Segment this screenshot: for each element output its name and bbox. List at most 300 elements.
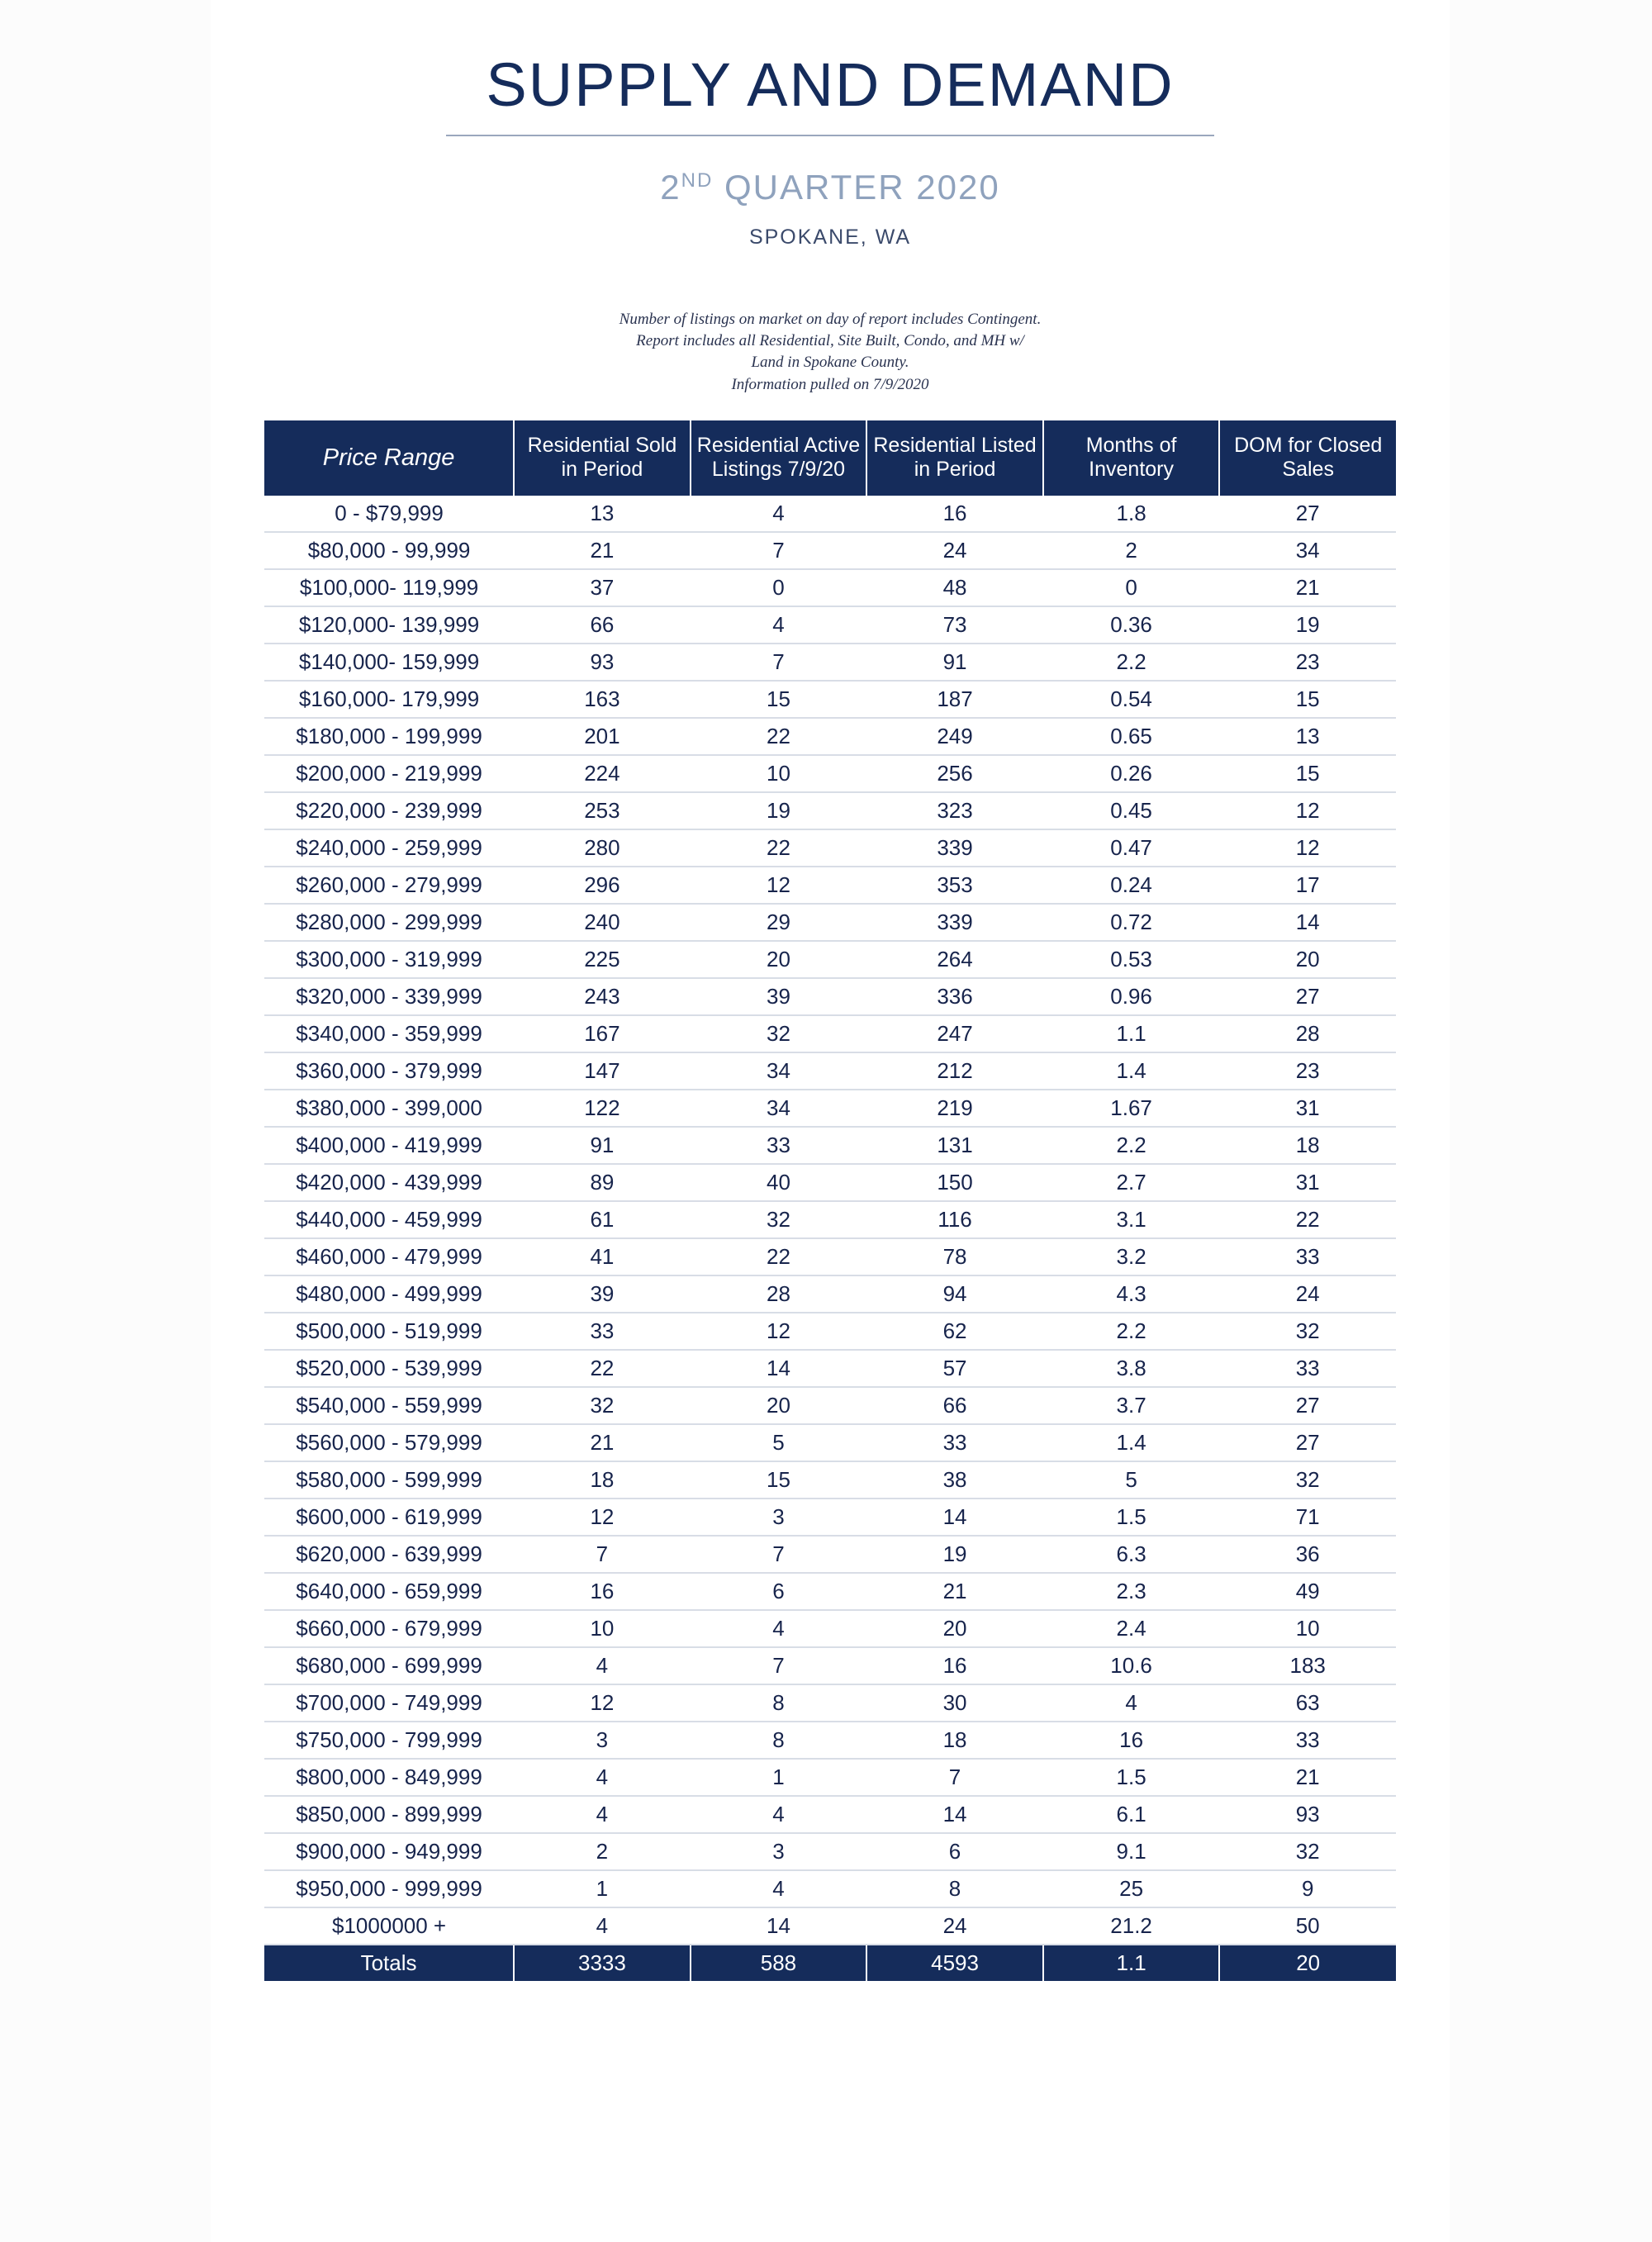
cell-value: 27	[1219, 1424, 1396, 1461]
table-row	[264, 1499, 1396, 1536]
cell-value: 21.2	[1043, 1907, 1220, 1945]
cell-price-range: $300,000 - 319,999	[264, 941, 514, 978]
cell-value: 323	[866, 792, 1043, 829]
supply-demand-table	[264, 420, 1396, 1981]
cell-value: 66	[866, 1387, 1043, 1424]
table-row	[264, 1684, 1396, 1722]
cell-price-range: $320,000 - 339,999	[264, 978, 514, 1015]
cell-value: 12	[691, 1313, 867, 1350]
cell-value: 6.1	[1043, 1796, 1220, 1833]
cell-price-range: $520,000 - 539,999	[264, 1350, 514, 1387]
cell-value: 8	[866, 1870, 1043, 1907]
table-row	[264, 1759, 1396, 1796]
cell-value: 1.67	[1043, 1090, 1220, 1127]
cell-value: 2.3	[1043, 1573, 1220, 1610]
cell-value: 18	[514, 1461, 691, 1499]
cell-value: 12	[691, 867, 867, 904]
cell-value: 21	[1219, 1759, 1396, 1796]
table-row	[264, 532, 1396, 569]
cell-value: 32	[514, 1387, 691, 1424]
cell-value: 4	[691, 1870, 867, 1907]
cell-value: 10.6	[1043, 1647, 1220, 1684]
table-row	[264, 1090, 1396, 1127]
column-header-months-of-inventory: Months of Inventory	[1043, 420, 1220, 496]
cell-price-range: $950,000 - 999,999	[264, 1870, 514, 1907]
cell-value: 0.26	[1043, 755, 1220, 792]
cell-price-range: $400,000 - 419,999	[264, 1127, 514, 1164]
cell-value: 18	[866, 1722, 1043, 1759]
cell-value: 7	[691, 532, 867, 569]
cell-value: 9.1	[1043, 1833, 1220, 1870]
cell-value: 7	[866, 1759, 1043, 1796]
cell-price-range: $750,000 - 799,999	[264, 1722, 514, 1759]
cell-value: 167	[514, 1015, 691, 1052]
cell-value: 78	[866, 1238, 1043, 1275]
table-row	[264, 1796, 1396, 1833]
cell-value: 0.45	[1043, 792, 1220, 829]
cell-value: 12	[1219, 829, 1396, 867]
cell-value: 37	[514, 569, 691, 606]
cell-value: 339	[866, 904, 1043, 941]
cell-price-range: $680,000 - 699,999	[264, 1647, 514, 1684]
cell-value: 27	[1219, 1387, 1396, 1424]
cell-value: 23	[1219, 644, 1396, 681]
cell-value: 4	[691, 496, 867, 532]
cell-value: 34	[1219, 532, 1396, 569]
cell-value: 8	[691, 1684, 867, 1722]
cell-value: 22	[1219, 1201, 1396, 1238]
cell-value: 131	[866, 1127, 1043, 1164]
cell-value: 31	[1219, 1090, 1396, 1127]
cell-price-range: $120,000- 139,999	[264, 606, 514, 644]
cell-value: 34	[691, 1052, 867, 1090]
cell-price-range: $280,000 - 299,999	[264, 904, 514, 941]
cell-price-range: $800,000 - 849,999	[264, 1759, 514, 1796]
cell-value: 27	[1219, 496, 1396, 532]
cell-value: 48	[866, 569, 1043, 606]
cell-value: 1.8	[1043, 496, 1220, 532]
table-header-row	[264, 420, 1396, 496]
cell-value: 24	[866, 532, 1043, 569]
cell-value: 19	[1219, 606, 1396, 644]
table-row	[264, 1461, 1396, 1499]
cell-value: 150	[866, 1164, 1043, 1201]
column-header-active-listings: Residential Active Listings 7/9/20	[691, 420, 867, 496]
table-row	[264, 718, 1396, 755]
table-row	[264, 829, 1396, 867]
table-row	[264, 1647, 1396, 1684]
cell-value: 296	[514, 867, 691, 904]
cell-value: 0	[1043, 569, 1220, 606]
cell-value: 0.53	[1043, 941, 1220, 978]
cell-price-range: $600,000 - 619,999	[264, 1499, 514, 1536]
cell-value: 253	[514, 792, 691, 829]
cell-value: 183	[1219, 1647, 1396, 1684]
table-row	[264, 644, 1396, 681]
cell-value: 1.5	[1043, 1759, 1220, 1796]
cell-value: 17	[1219, 867, 1396, 904]
table-row	[264, 1164, 1396, 1201]
cell-value: 3.1	[1043, 1201, 1220, 1238]
cell-totals-value: 588	[691, 1945, 867, 1981]
report-notes	[541, 309, 1119, 396]
table-row	[264, 1536, 1396, 1573]
cell-value: 336	[866, 978, 1043, 1015]
column-header-price-range: Price Range	[264, 420, 514, 496]
cell-value: 62	[866, 1313, 1043, 1350]
cell-value: 2.4	[1043, 1610, 1220, 1647]
note-line-3: Land in Spokane County.	[751, 354, 909, 372]
cell-value: 3	[691, 1499, 867, 1536]
cell-value: 33	[514, 1313, 691, 1350]
cell-value: 36	[1219, 1536, 1396, 1573]
column-header-listed-in-period: Residential Listed in Period	[866, 420, 1043, 496]
table-row	[264, 941, 1396, 978]
cell-price-range: $540,000 - 559,999	[264, 1387, 514, 1424]
page-title: SUPPLY AND DEMAND	[486, 50, 1175, 119]
table-row	[264, 1127, 1396, 1164]
cell-price-range: $850,000 - 899,999	[264, 1796, 514, 1833]
table-row	[264, 496, 1396, 532]
cell-value: 12	[514, 1499, 691, 1536]
cell-value: 10	[1219, 1610, 1396, 1647]
table-row	[264, 1833, 1396, 1870]
table-row	[264, 1424, 1396, 1461]
cell-value: 24	[1219, 1275, 1396, 1313]
cell-value: 15	[691, 1461, 867, 1499]
cell-value: 20	[866, 1610, 1043, 1647]
cell-value: 2.2	[1043, 644, 1220, 681]
table-row	[264, 1610, 1396, 1647]
cell-value: 22	[691, 1238, 867, 1275]
cell-value: 4	[691, 1610, 867, 1647]
cell-value: 4	[691, 1796, 867, 1833]
cell-value: 91	[866, 644, 1043, 681]
cell-price-range: 0 - $79,999	[264, 496, 514, 532]
table-totals-row	[264, 1945, 1396, 1981]
cell-price-range: $260,000 - 279,999	[264, 867, 514, 904]
cell-value: 15	[1219, 755, 1396, 792]
cell-value: 49	[1219, 1573, 1396, 1610]
table-row	[264, 606, 1396, 644]
cell-value: 12	[1219, 792, 1396, 829]
cell-price-range: $660,000 - 679,999	[264, 1610, 514, 1647]
cell-value: 33	[1219, 1722, 1396, 1759]
cell-value: 3	[514, 1722, 691, 1759]
quarter-year: QUARTER 2020	[713, 168, 1000, 207]
cell-value: 225	[514, 941, 691, 978]
cell-price-range: $580,000 - 599,999	[264, 1461, 514, 1499]
cell-value: 33	[866, 1424, 1043, 1461]
cell-price-range: $560,000 - 579,999	[264, 1424, 514, 1461]
cell-price-range: $140,000- 159,999	[264, 644, 514, 681]
cell-value: 13	[1219, 718, 1396, 755]
cell-value: 6	[691, 1573, 867, 1610]
note-line-4: Information pulled on 7/9/2020	[731, 375, 929, 393]
cell-price-range: $220,000 - 239,999	[264, 792, 514, 829]
cell-value: 4	[514, 1759, 691, 1796]
cell-price-range: $160,000- 179,999	[264, 681, 514, 718]
cell-value: 247	[866, 1015, 1043, 1052]
cell-value: 116	[866, 1201, 1043, 1238]
table-row	[264, 978, 1396, 1015]
cell-value: 25	[1043, 1870, 1220, 1907]
cell-price-range: $360,000 - 379,999	[264, 1052, 514, 1090]
cell-value: 20	[691, 941, 867, 978]
cell-value: 15	[691, 681, 867, 718]
cell-value: 0.36	[1043, 606, 1220, 644]
cell-value: 23	[1219, 1052, 1396, 1090]
cell-value: 22	[514, 1350, 691, 1387]
cell-value: 4	[1043, 1684, 1220, 1722]
quarter-subtitle	[211, 168, 1450, 207]
cell-value: 1	[514, 1870, 691, 1907]
cell-value: 61	[514, 1201, 691, 1238]
cell-value: 4	[514, 1647, 691, 1684]
cell-value: 13	[514, 496, 691, 532]
table-row	[264, 1313, 1396, 1350]
cell-value: 57	[866, 1350, 1043, 1387]
cell-value: 19	[866, 1536, 1043, 1573]
table-row	[264, 1238, 1396, 1275]
table-header	[264, 420, 1396, 496]
cell-value: 20	[1219, 941, 1396, 978]
quarter-ordinal: ND	[681, 169, 714, 192]
cell-price-range: $420,000 - 439,999	[264, 1164, 514, 1201]
cell-value: 16	[866, 496, 1043, 532]
cell-value: 122	[514, 1090, 691, 1127]
cell-value: 10	[514, 1610, 691, 1647]
cell-value: 20	[691, 1387, 867, 1424]
cell-price-range: $200,000 - 219,999	[264, 755, 514, 792]
cell-price-range: $500,000 - 519,999	[264, 1313, 514, 1350]
cell-value: 10	[691, 755, 867, 792]
cell-value: 16	[514, 1573, 691, 1610]
table-row	[264, 867, 1396, 904]
cell-value: 14	[691, 1907, 867, 1945]
column-header-sold-in-period: Residential Sold in Period	[514, 420, 691, 496]
cell-value: 3.7	[1043, 1387, 1220, 1424]
cell-price-range: $480,000 - 499,999	[264, 1275, 514, 1313]
cell-price-range: $900,000 - 949,999	[264, 1833, 514, 1870]
cell-value: 66	[514, 606, 691, 644]
cell-value: 33	[1219, 1350, 1396, 1387]
cell-value: 21	[1219, 569, 1396, 606]
cell-value: 32	[1219, 1833, 1396, 1870]
table-row	[264, 1870, 1396, 1907]
cell-value: 93	[1219, 1796, 1396, 1833]
cell-value: 38	[866, 1461, 1043, 1499]
note-line-2: Report includes all Residential, Site Built, Condo, and MH w/	[636, 332, 1024, 350]
table-row	[264, 1275, 1396, 1313]
cell-value: 0.24	[1043, 867, 1220, 904]
cell-value: 8	[691, 1722, 867, 1759]
cell-value: 0.47	[1043, 829, 1220, 867]
cell-value: 32	[691, 1015, 867, 1052]
table-row	[264, 1052, 1396, 1090]
cell-value: 4	[691, 606, 867, 644]
cell-value: 6.3	[1043, 1536, 1220, 1573]
cell-value: 14	[691, 1350, 867, 1387]
report-sheet	[211, 0, 1450, 2242]
cell-value: 2.7	[1043, 1164, 1220, 1201]
table-row	[264, 1015, 1396, 1052]
cell-value: 219	[866, 1090, 1043, 1127]
cell-value: 3.8	[1043, 1350, 1220, 1387]
cell-value: 91	[514, 1127, 691, 1164]
cell-value: 33	[691, 1127, 867, 1164]
cell-price-range: $1000000 +	[264, 1907, 514, 1945]
cell-value: 0.54	[1043, 681, 1220, 718]
cell-value: 41	[514, 1238, 691, 1275]
cell-value: 3.2	[1043, 1238, 1220, 1275]
cell-price-range: $80,000 - 99,999	[264, 532, 514, 569]
cell-value: 40	[691, 1164, 867, 1201]
cell-value: 27	[1219, 978, 1396, 1015]
column-header-dom-closed-sales: DOM for Closed Sales	[1219, 420, 1396, 496]
cell-price-range: $240,000 - 259,999	[264, 829, 514, 867]
cell-price-range: $440,000 - 459,999	[264, 1201, 514, 1238]
cell-price-range: $620,000 - 639,999	[264, 1536, 514, 1573]
cell-value: 9	[1219, 1870, 1396, 1907]
cell-price-range: $380,000 - 399,000	[264, 1090, 514, 1127]
cell-value: 2	[1043, 532, 1220, 569]
cell-value: 29	[691, 904, 867, 941]
cell-value: 14	[866, 1796, 1043, 1833]
table-row	[264, 792, 1396, 829]
cell-value: 21	[514, 1424, 691, 1461]
cell-value: 339	[866, 829, 1043, 867]
cell-value: 7	[691, 1647, 867, 1684]
cell-totals-value: 4593	[866, 1945, 1043, 1981]
cell-totals-value: 3333	[514, 1945, 691, 1981]
cell-value: 5	[691, 1424, 867, 1461]
cell-value: 32	[1219, 1313, 1396, 1350]
cell-price-range: $460,000 - 479,999	[264, 1238, 514, 1275]
cell-price-range: $180,000 - 199,999	[264, 718, 514, 755]
table-row	[264, 755, 1396, 792]
cell-value: 39	[691, 978, 867, 1015]
cell-totals-value: 20	[1219, 1945, 1396, 1981]
cell-value: 15	[1219, 681, 1396, 718]
cell-value: 19	[691, 792, 867, 829]
cell-value: 6	[866, 1833, 1043, 1870]
cell-value: 224	[514, 755, 691, 792]
cell-value: 63	[1219, 1684, 1396, 1722]
cell-value: 50	[1219, 1907, 1396, 1945]
cell-value: 39	[514, 1275, 691, 1313]
cell-value: 3	[691, 1833, 867, 1870]
table-body	[264, 496, 1396, 1981]
table-row	[264, 1722, 1396, 1759]
cell-value: 24	[866, 1907, 1043, 1945]
cell-value: 4	[514, 1907, 691, 1945]
cell-value: 1.4	[1043, 1052, 1220, 1090]
cell-value: 163	[514, 681, 691, 718]
quarter-number: 2	[660, 168, 681, 207]
cell-value: 32	[691, 1201, 867, 1238]
cell-value: 0	[691, 569, 867, 606]
title-divider	[446, 135, 1214, 136]
cell-value: 14	[1219, 904, 1396, 941]
cell-value: 0.72	[1043, 904, 1220, 941]
cell-value: 16	[1043, 1722, 1220, 1759]
cell-value: 1.5	[1043, 1499, 1220, 1536]
cell-value: 32	[1219, 1461, 1396, 1499]
cell-value: 201	[514, 718, 691, 755]
cell-value: 93	[514, 644, 691, 681]
table-row	[264, 1573, 1396, 1610]
cell-value: 22	[691, 718, 867, 755]
cell-value: 5	[1043, 1461, 1220, 1499]
cell-value: 0.96	[1043, 978, 1220, 1015]
cell-value: 22	[691, 829, 867, 867]
cell-price-range: $100,000- 119,999	[264, 569, 514, 606]
cell-value: 4.3	[1043, 1275, 1220, 1313]
cell-value: 256	[866, 755, 1043, 792]
table-row	[264, 1201, 1396, 1238]
cell-value: 18	[1219, 1127, 1396, 1164]
cell-value: 21	[866, 1573, 1043, 1610]
cell-totals-value: 1.1	[1043, 1945, 1220, 1981]
cell-value: 1.4	[1043, 1424, 1220, 1461]
cell-value: 1	[691, 1759, 867, 1796]
note-line-1: Number of listings on market on day of report includes Contingent.	[619, 311, 1042, 328]
cell-value: 94	[866, 1275, 1043, 1313]
table-row	[264, 1350, 1396, 1387]
cell-price-range: $640,000 - 659,999	[264, 1573, 514, 1610]
cell-value: 2.2	[1043, 1127, 1220, 1164]
cell-value: 147	[514, 1052, 691, 1090]
cell-value: 1.1	[1043, 1015, 1220, 1052]
cell-value: 33	[1219, 1238, 1396, 1275]
cell-value: 264	[866, 941, 1043, 978]
cell-value: 4	[514, 1796, 691, 1833]
cell-value: 7	[691, 644, 867, 681]
cell-value: 240	[514, 904, 691, 941]
cell-value: 243	[514, 978, 691, 1015]
cell-value: 21	[514, 532, 691, 569]
cell-value: 7	[514, 1536, 691, 1573]
table-row	[264, 681, 1396, 718]
cell-price-range: $340,000 - 359,999	[264, 1015, 514, 1052]
cell-price-range: $700,000 - 749,999	[264, 1684, 514, 1722]
cell-value: 73	[866, 606, 1043, 644]
cell-value: 16	[866, 1647, 1043, 1684]
table-row	[264, 904, 1396, 941]
cell-value: 14	[866, 1499, 1043, 1536]
cell-value: 30	[866, 1684, 1043, 1722]
cell-value: 31	[1219, 1164, 1396, 1201]
cell-value: 34	[691, 1090, 867, 1127]
cell-value: 2	[514, 1833, 691, 1870]
cell-totals-label: Totals	[264, 1945, 514, 1981]
cell-value: 212	[866, 1052, 1043, 1090]
cell-value: 280	[514, 829, 691, 867]
cell-value: 28	[1219, 1015, 1396, 1052]
cell-value: 2.2	[1043, 1313, 1220, 1350]
cell-value: 187	[866, 681, 1043, 718]
cell-value: 12	[514, 1684, 691, 1722]
cell-value: 353	[866, 867, 1043, 904]
cell-value: 28	[691, 1275, 867, 1313]
city-label: SPOKANE, WA	[748, 226, 912, 249]
table-row	[264, 1907, 1396, 1945]
cell-value: 89	[514, 1164, 691, 1201]
table-row	[264, 1387, 1396, 1424]
cell-value: 71	[1219, 1499, 1396, 1536]
table-row	[264, 569, 1396, 606]
